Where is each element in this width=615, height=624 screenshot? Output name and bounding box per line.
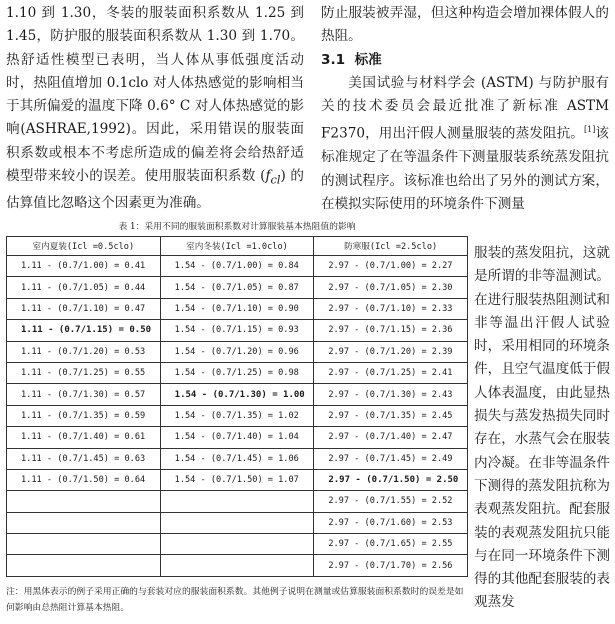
table-cell: 1.11 - (0.7/1.10) = 0.47 (7, 298, 161, 319)
table-cell (7, 555, 161, 576)
table-cell: 2.97 - (0.7/1.70) = 2.56 (314, 555, 468, 576)
header-summer: 室内夏装(Icl =0.5clo) (7, 237, 161, 256)
table-header-row (7, 237, 468, 256)
table-row (7, 320, 468, 341)
table-cell: 1.54 - (0.7/1.40) = 1.04 (160, 427, 314, 448)
table-cell (160, 512, 314, 533)
table-cell (7, 534, 161, 555)
table-row (7, 298, 468, 319)
table-cell: 2.97 - (0.7/1.50) = 2.50 (314, 469, 468, 490)
section-number: 3.1 (321, 51, 346, 68)
table-cell (7, 512, 161, 533)
left-paragraph-tail: ) 的估算值比忽略这个因素更为准确。 (6, 168, 305, 212)
section-heading (321, 49, 609, 72)
table-cell (160, 534, 314, 555)
section-title: 标准 (354, 51, 382, 68)
table-cell: 2.97 - (0.7/1.15) = 2.36 (314, 320, 468, 341)
table-cell: 2.97 - (0.7/1.10) = 2.33 (314, 298, 468, 319)
table-cell: 2.97 - (0.7/1.55) = 2.52 (314, 491, 468, 512)
table-row (7, 448, 468, 469)
table-row (7, 512, 468, 533)
table-cell: 1.11 - (0.7/1.40) = 0.61 (7, 427, 161, 448)
table-cell: 1.54 - (0.7/1.15) = 0.93 (160, 320, 314, 341)
table-note: 注：用黑体表示的例子采用正确的与套装对应的服装面积系数。其他例子说明在测量或估算服装面积系数时的误差是如何影响由总热阻计算基本热阻。 (6, 587, 464, 613)
table-cell: 1.54 - (0.7/1.10) = 0.90 (160, 298, 314, 319)
table-row (7, 384, 468, 405)
table-cell: 1.11 - (0.7/1.45) = 0.63 (7, 448, 161, 469)
table-cell: 1.54 - (0.7/1.20) = 0.96 (160, 341, 314, 362)
table-cell: 2.97 - (0.7/1.20) = 2.39 (314, 341, 468, 362)
fcl-symbol: $f_{cl}$ (265, 168, 281, 187)
narrow-paragraph: 服装的蒸发阻抗，这就是所谓的非等温测试。在进行服装热阻测试和非等温出汗假人试验时，采用相同的环境条件，且空气温度低于假人体表温度，由此显热损失与蒸发热损失同时存在，水蒸气会在服装内冷凝。在非等温条件下测得的蒸发阻抗称为表观蒸发阻抗。配套服装的表观蒸发阻抗只能与在同一环境条件下测得的其他配套服装的表观蒸发 (474, 245, 610, 611)
citation-ref: [1] (583, 125, 596, 135)
table-cell: 1.11 - (0.7/1.20) = 0.53 (7, 341, 161, 362)
table-cell (160, 555, 314, 576)
table-cell: 2.97 - (0.7/1.00) = 2.27 (314, 256, 468, 277)
right-narrow-column (474, 242, 610, 615)
table-cell: 2.97 - (0.7/1.35) = 2.45 (314, 405, 468, 426)
table-body (7, 256, 468, 577)
table-cell: 2.97 - (0.7/1.25) = 2.41 (314, 362, 468, 383)
table-row (7, 256, 468, 277)
table-cell: 1.11 - (0.7/1.35) = 0.59 (7, 405, 161, 426)
table-cell: 1.54 - (0.7/1.00) = 0.84 (160, 256, 314, 277)
table-cell: 1.54 - (0.7/1.30) = 1.00 (160, 384, 314, 405)
table-row (7, 491, 468, 512)
table-cell: 2.97 - (0.7/1.45) = 2.49 (314, 448, 468, 469)
table-cell: 1.11 - (0.7/1.05) = 0.44 (7, 277, 161, 298)
table-cell (160, 491, 314, 512)
table-cell: 2.97 - (0.7/1.30) = 2.43 (314, 384, 468, 405)
table-row (7, 427, 468, 448)
table-cell: 1.11 - (0.7/1.15) = 0.50 (7, 320, 161, 341)
table-row (7, 405, 468, 426)
table-row (7, 362, 468, 383)
table-cell: 1.54 - (0.7/1.45) = 1.06 (160, 448, 314, 469)
table-row (7, 341, 468, 362)
table-cell: 2.97 - (0.7/1.60) = 2.53 (314, 512, 468, 533)
right-intro: 防止服装被弄湿，但这种构造会增加裸体假人的热阻。 (321, 5, 609, 45)
table-cell: 1.11 - (0.7/1.00) = 0.41 (7, 256, 161, 277)
right-column-text (321, 2, 609, 216)
table-caption: 表 1：采用不同的服装面积系数对计算服装基本热阻值的影响 (118, 222, 356, 232)
table-cell (7, 491, 161, 512)
table-row (7, 555, 468, 576)
table-row (7, 277, 468, 298)
table-cell: 1.54 - (0.7/1.50) = 1.07 (160, 469, 314, 490)
table-cell: 1.11 - (0.7/1.30) = 0.57 (7, 384, 161, 405)
left-paragraph (6, 2, 304, 215)
header-cold-protective: 防寒服(Icl =2.5clo) (314, 237, 468, 256)
left-paragraph-body: 1.10 到 1.30，冬装的服装面积系数从 1.25 到 1.45，防护服的服装面积系数从 1.30 到 1.70。热舒适性模型已表明，当人体从事低强度活动时，热阻值增加 0.1clo 对人体热感觉的影响相当于其所偏爱的温度下降 0.6° C 对人体热感觉的影响(ASHRAE,1992)。因此，采用错误的服装面积系数或根本不考虑所造成的偏差将会给热舒适模型带来较小的误差。使用服装面积系数 ( (6, 5, 304, 185)
header-winter: 室内冬装(Icl =1.0clo) (160, 237, 314, 256)
table-row (7, 534, 468, 555)
table-cell: 1.11 - (0.7/1.50) = 0.64 (7, 469, 161, 490)
table-row (7, 469, 468, 490)
table-cell: 2.97 - (0.7/1.40) = 2.47 (314, 427, 468, 448)
table-cell: 2.97 - (0.7/1.05) = 2.30 (314, 277, 468, 298)
left-column-text (6, 2, 304, 215)
table-cell: 1.11 - (0.7/1.25) = 0.55 (7, 362, 161, 383)
clothing-area-factor-table (6, 236, 468, 577)
table-cell: 1.54 - (0.7/1.25) = 0.98 (160, 362, 314, 383)
table-cell: 1.54 - (0.7/1.05) = 0.87 (160, 277, 314, 298)
table-cell: 2.97 - (0.7/1.65) = 2.55 (314, 534, 468, 555)
table-cell: 1.54 - (0.7/1.35) = 1.02 (160, 405, 314, 426)
standard-paragraph: 美国试验与材料学会 (ASTM) 与防护服有关的技术委员会最近批准了新标准 ASTM F2370，用出汗假人测量服装的蒸发阻抗。[1]该标准规定了在等温条件下测量服装系统蒸发阻抗的测试程序。该标准也给出了另外的测试方案，在模拟实际使用的环境条件下测量 (321, 74, 610, 212)
